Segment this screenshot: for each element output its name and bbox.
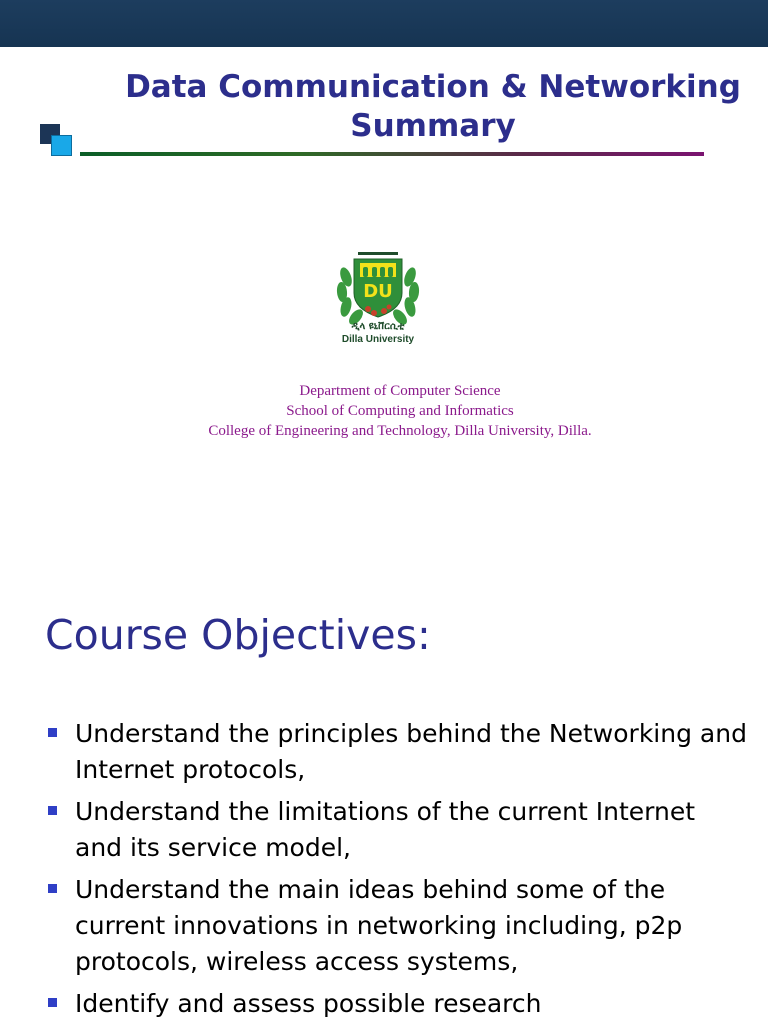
decorative-squares-icon [40, 124, 74, 158]
square-bullet-icon [48, 884, 57, 893]
slide-title [98, 68, 768, 146]
section-heading: Course Objectives: [45, 611, 431, 659]
objective-item [48, 986, 748, 1022]
department-line-3: College of Engineering and Technology, Dilla University, Dilla. [208, 423, 592, 439]
objective-text: Understand the main ideas behind some of the current innovations in networking including, p2p protocols, wireless access systems, [75, 875, 683, 976]
objective-text: Identify and assess possible research [75, 989, 542, 1018]
objective-text: Understand the limitations of the current Internet and its service model, [75, 797, 696, 862]
logo-letters: DU [363, 281, 393, 302]
title-line-1: Data Communication & Networking [125, 69, 741, 105]
logo-text-english: Dilla University [341, 334, 415, 345]
title-divider [80, 152, 704, 156]
logo-text-amharic: ዲላ ዩኒቨርሲቲ [351, 321, 405, 332]
department-line-1: Department of Computer Science [299, 383, 501, 399]
objective-item [48, 872, 748, 980]
objective-item [48, 794, 748, 866]
department-line-2: School of Computing and Informatics [286, 403, 514, 419]
square-bullet-icon [48, 998, 57, 1007]
title-line-2: Summary [350, 108, 516, 144]
top-bar [0, 0, 768, 47]
square-bullet-icon [48, 806, 57, 815]
department-info [0, 381, 768, 441]
university-logo [328, 247, 428, 347]
objectives-list [48, 716, 748, 1024]
objective-text: Understand the principles behind the Networking and Internet protocols, [75, 719, 747, 784]
square-bullet-icon [48, 728, 57, 737]
objective-item [48, 716, 748, 788]
